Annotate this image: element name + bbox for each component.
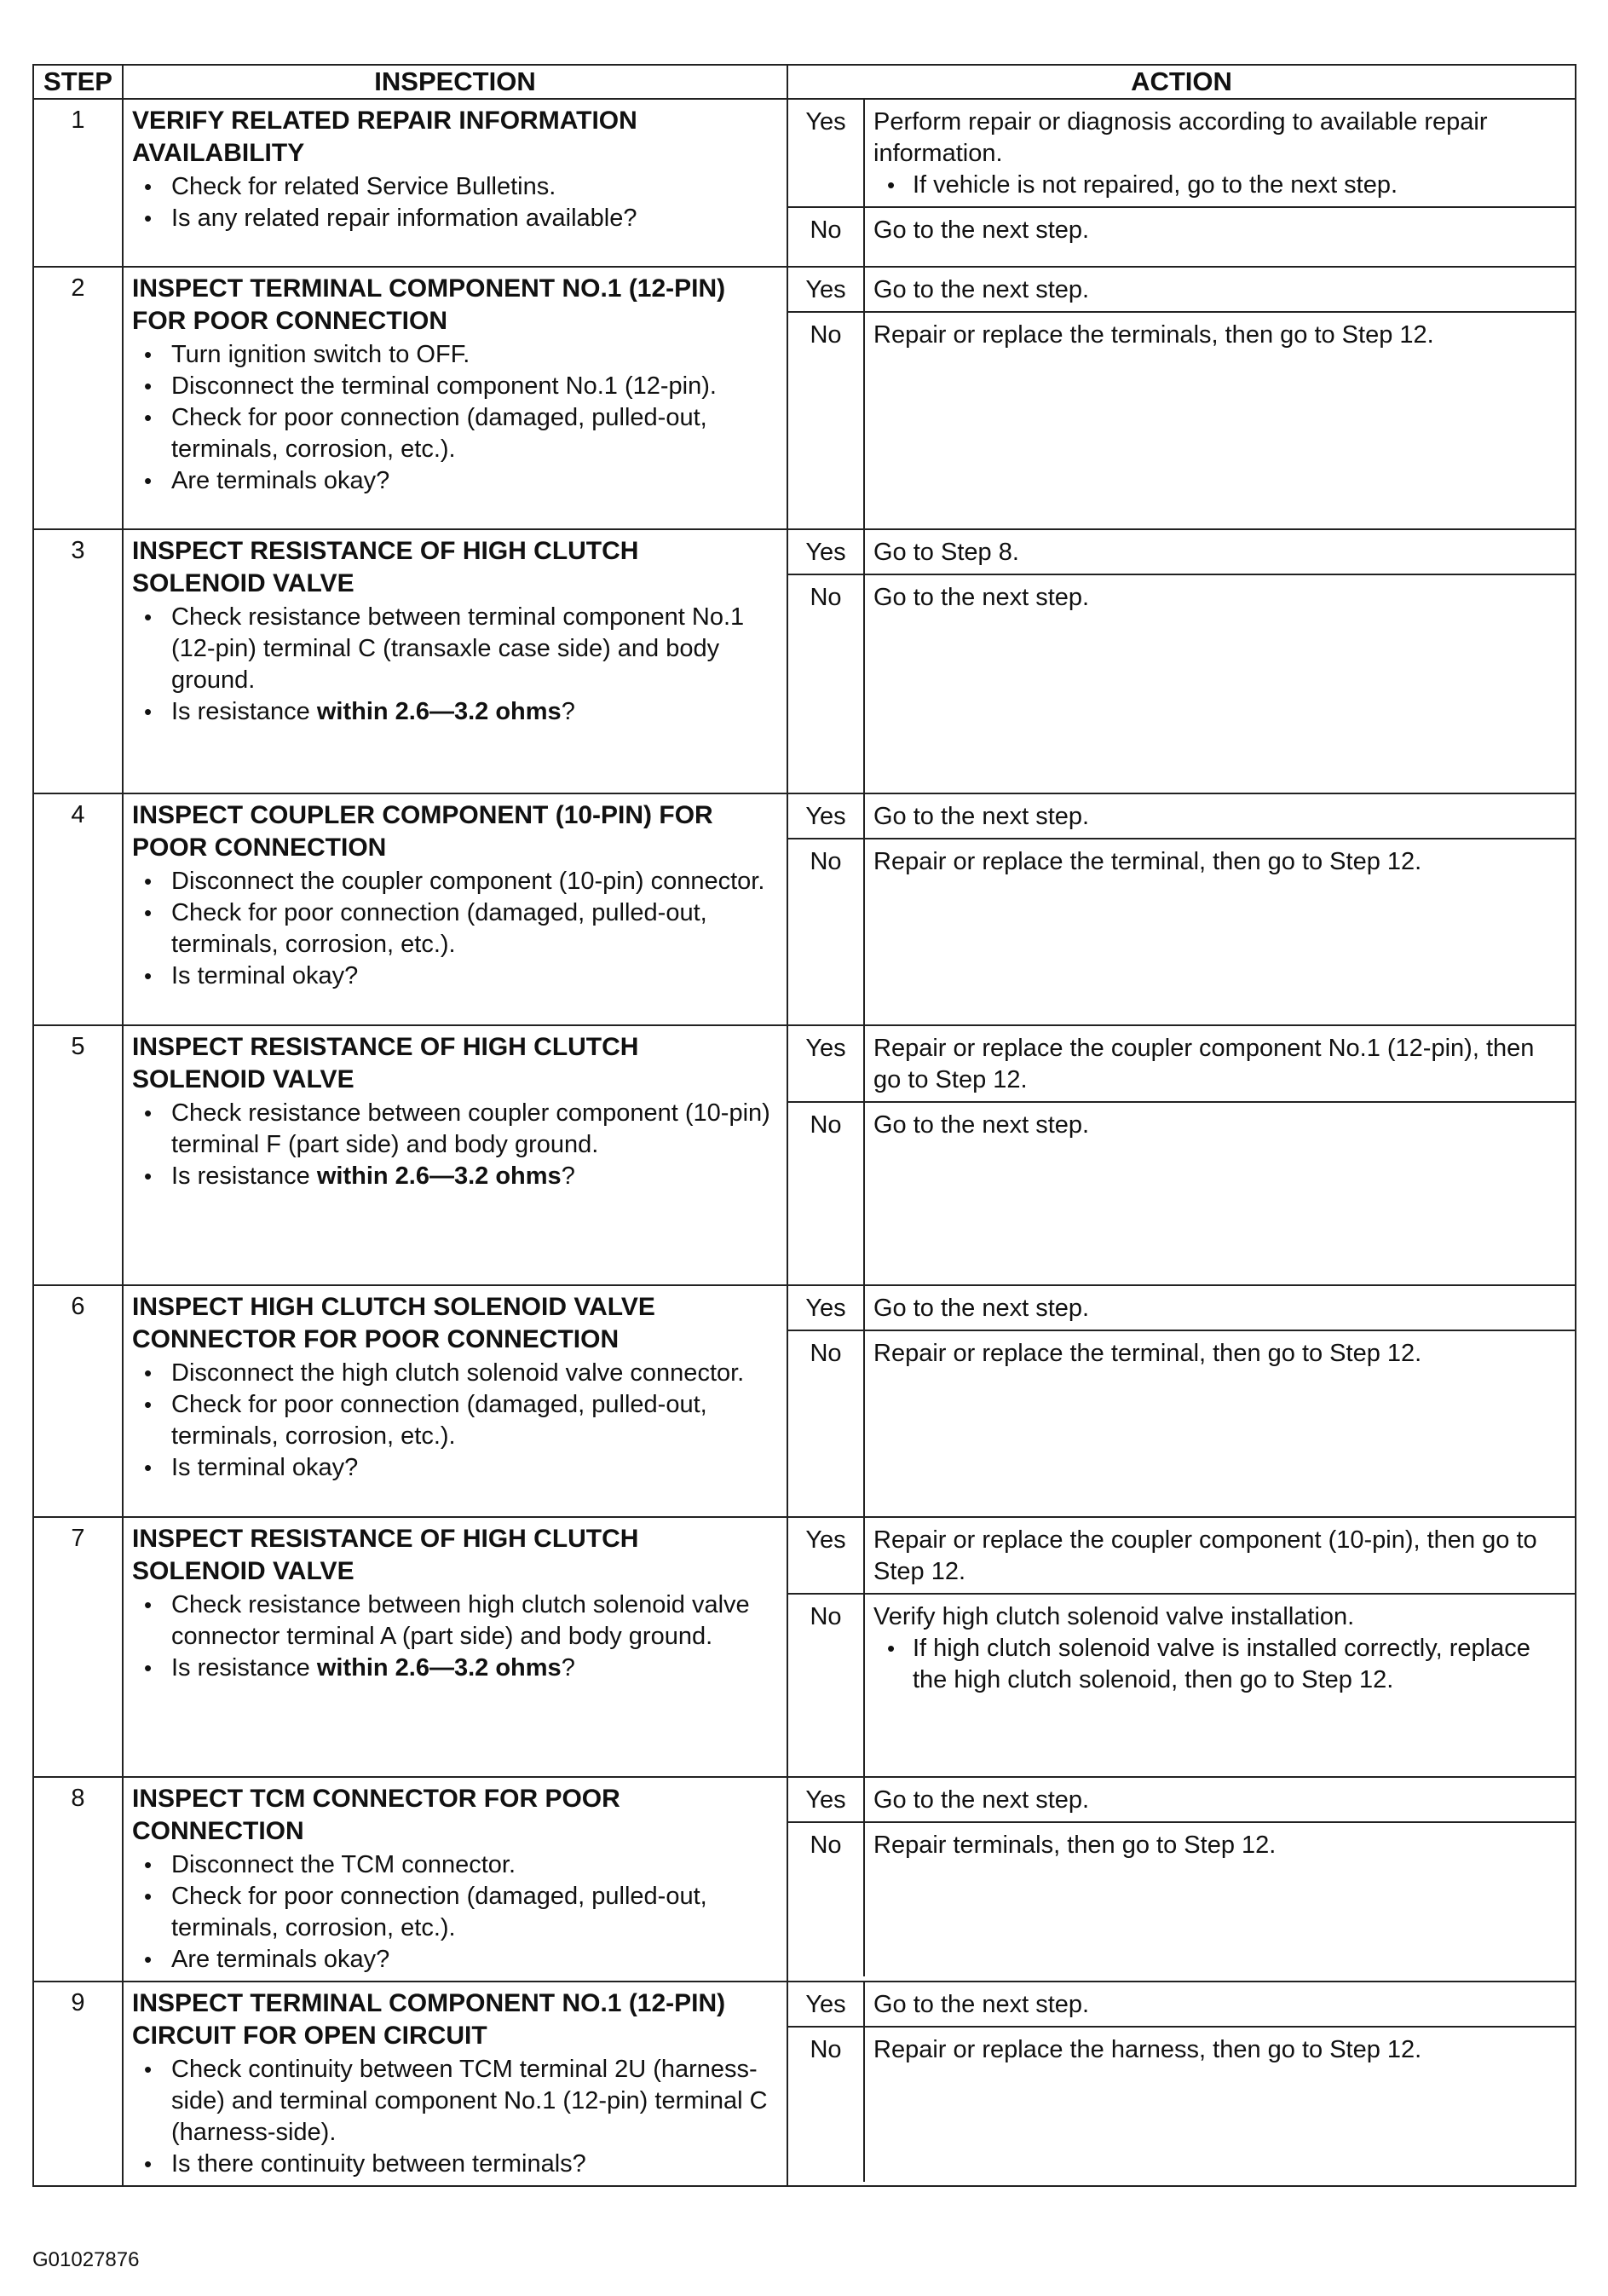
inspection-title: INSPECT TERMINAL COMPONENT NO.1 (12-PIN) FOR POOR CONNECTION xyxy=(132,274,726,335)
yes-response xyxy=(788,794,1575,839)
inspection-bullets xyxy=(132,171,778,234)
inspection-cell xyxy=(123,1982,787,2186)
yes-action xyxy=(865,100,1575,206)
no-label: No xyxy=(788,1103,865,1284)
inspection-title: INSPECT TCM CONNECTOR FOR POOR CONNECTION xyxy=(132,1785,620,1845)
action-cell xyxy=(787,1517,1576,1777)
resistance-question-suffix: ? xyxy=(561,1162,575,1190)
inspection-cell xyxy=(123,529,787,793)
yes-action xyxy=(865,1778,1575,1821)
action-cell xyxy=(787,99,1576,267)
yes-response xyxy=(788,530,1575,575)
inspection-bullet: • Disconnect the high clutch solenoid valve connector. xyxy=(132,1358,778,1389)
no-action xyxy=(865,2028,1575,2182)
inspection-bullets xyxy=(132,339,778,497)
no-action xyxy=(865,575,1575,793)
inspection-title: INSPECT TERMINAL COMPONENT NO.1 (12-PIN) CIRCUIT FOR OPEN CIRCUIT xyxy=(132,1989,726,2050)
action-cell xyxy=(787,1025,1576,1285)
resistance-question-prefix: Is resistance xyxy=(171,1654,317,1682)
no-action-text: Repair terminals, then go to Step 12. xyxy=(873,1832,1277,1859)
step-number: 8 xyxy=(33,1777,123,1982)
action-cell xyxy=(787,1285,1576,1517)
resistance-spec: within 2.6—3.2 ohms xyxy=(316,1162,562,1190)
no-label: No xyxy=(788,208,865,266)
no-response xyxy=(788,839,1575,1024)
step-number: 1 xyxy=(33,99,123,267)
inspection-bullet: • Check for poor connection (damaged, pulled-out, terminals, corrosion, etc.). xyxy=(132,402,778,465)
yes-action xyxy=(865,794,1575,838)
inspection-bullets xyxy=(132,1849,778,1976)
resistance-question-prefix: Is resistance xyxy=(171,1162,317,1190)
no-response xyxy=(788,1595,1575,1776)
yes-action xyxy=(865,1518,1575,1593)
inspection-title: INSPECT RESISTANCE OF HIGH CLUTCH SOLENOID VALVE xyxy=(132,537,639,597)
no-action-text: Go to the next step. xyxy=(873,216,1090,244)
no-label: No xyxy=(788,1331,865,1516)
inspection-title: INSPECT HIGH CLUTCH SOLENOID VALVE CONNECTOR FOR POOR CONNECTION xyxy=(132,1293,655,1353)
step-number: 7 xyxy=(33,1517,123,1777)
table-header-row xyxy=(33,65,1576,99)
no-label: No xyxy=(788,313,865,528)
inspection-bullet: • Check resistance between terminal component No.1 (12-pin) terminal C (transaxle case side) and body ground. xyxy=(132,602,778,696)
inspection-bullet-resistance xyxy=(132,696,778,728)
yes-response xyxy=(788,268,1575,313)
yes-action-text: Go to the next step. xyxy=(873,1786,1090,1814)
yes-response xyxy=(788,1518,1575,1595)
table-body xyxy=(33,99,1576,2186)
inspection-cell xyxy=(123,99,787,267)
no-response xyxy=(788,2028,1575,2182)
inspection-bullet: • Is any related repair information available? xyxy=(132,203,778,234)
inspection-bullet: • Is there continuity between terminals? xyxy=(132,2149,778,2180)
step-row xyxy=(33,1982,1576,2186)
step-number: 6 xyxy=(33,1285,123,1517)
no-action xyxy=(865,313,1575,528)
yes-action xyxy=(865,1286,1575,1330)
no-action xyxy=(865,1331,1575,1516)
no-action-text: Go to the next step. xyxy=(873,584,1090,611)
inspection-bullet: • Check resistance between coupler component (10-pin) terminal F (part side) and body ground. xyxy=(132,1098,778,1161)
yes-action-text: Repair or replace the coupler component No.1 (12-pin), then go to Step 12. xyxy=(873,1035,1535,1093)
step-row xyxy=(33,99,1576,267)
diagnostic-procedure-table xyxy=(32,64,1576,2187)
no-response xyxy=(788,313,1575,528)
yes-action-text: Go to Step 8. xyxy=(873,539,1019,566)
inspection-bullet-resistance xyxy=(132,1161,778,1192)
action-cell xyxy=(787,267,1576,529)
step-row xyxy=(33,529,1576,793)
step-row xyxy=(33,793,1576,1025)
inspection-bullet: • Disconnect the coupler component (10-pin) connector. xyxy=(132,866,778,897)
yes-action xyxy=(865,1982,1575,2026)
inspection-bullet: • Disconnect the terminal component No.1 (12-pin). xyxy=(132,371,778,402)
step-row xyxy=(33,1517,1576,1777)
action-cell xyxy=(787,529,1576,793)
yes-label: Yes xyxy=(788,1982,865,2026)
inspection-title: INSPECT RESISTANCE OF HIGH CLUTCH SOLENOID VALVE xyxy=(132,1525,639,1585)
inspection-cell xyxy=(123,1025,787,1285)
yes-label: Yes xyxy=(788,1778,865,1821)
yes-action-text: Go to the next step. xyxy=(873,1991,1090,2018)
yes-response xyxy=(788,1286,1575,1331)
step-row xyxy=(33,267,1576,529)
no-action-text: Repair or replace the terminal, then go to Step 12. xyxy=(873,848,1422,875)
inspection-cell xyxy=(123,1285,787,1517)
no-action xyxy=(865,1595,1575,1776)
action-cell xyxy=(787,1982,1576,2186)
step-number: 5 xyxy=(33,1025,123,1285)
header-step: STEP xyxy=(33,65,123,99)
inspection-bullets xyxy=(132,866,778,992)
inspection-title: INSPECT RESISTANCE OF HIGH CLUTCH SOLENOID VALVE xyxy=(132,1033,639,1093)
inspection-bullets xyxy=(132,2054,778,2180)
yes-response xyxy=(788,1778,1575,1823)
yes-action xyxy=(865,268,1575,311)
inspection-bullet: • Check for poor connection (damaged, pulled-out, terminals, corrosion, etc.). xyxy=(132,1881,778,1944)
no-action-text: Repair or replace the harness, then go to Step 12. xyxy=(873,2036,1422,2063)
no-action-text: Repair or replace the terminal, then go to Step 12. xyxy=(873,1340,1422,1367)
no-response xyxy=(788,575,1575,793)
inspection-bullets xyxy=(132,1098,778,1192)
figure-id: G01027876 xyxy=(32,2248,140,2271)
inspection-bullets xyxy=(132,1358,778,1484)
action-cell xyxy=(787,793,1576,1025)
diagnostic-procedure-table-container xyxy=(32,64,1575,2187)
inspection-title: VERIFY RELATED REPAIR INFORMATION AVAILABILITY xyxy=(132,107,637,167)
step-number: 2 xyxy=(33,267,123,529)
yes-label: Yes xyxy=(788,1026,865,1101)
inspection-bullet: • Is terminal okay? xyxy=(132,1452,778,1484)
inspection-bullet: • Turn ignition switch to OFF. xyxy=(132,339,778,371)
inspection-bullet: • Check for poor connection (damaged, pulled-out, terminals, corrosion, etc.). xyxy=(132,1389,778,1452)
inspection-bullets xyxy=(132,602,778,728)
inspection-cell xyxy=(123,1517,787,1777)
yes-action-text: Perform repair or diagnosis according to available repair information. xyxy=(873,108,1488,167)
yes-action xyxy=(865,530,1575,574)
inspection-bullet: • Is terminal okay? xyxy=(132,961,778,992)
no-label: No xyxy=(788,1823,865,1976)
inspection-bullet-resistance xyxy=(132,1653,778,1684)
resistance-spec: within 2.6—3.2 ohms xyxy=(316,698,562,725)
inspection-cell xyxy=(123,267,787,529)
yes-label: Yes xyxy=(788,100,865,206)
inspection-cell xyxy=(123,1777,787,1982)
no-action xyxy=(865,839,1575,1024)
inspection-bullet: • Are terminals okay? xyxy=(132,465,778,497)
yes-label: Yes xyxy=(788,1286,865,1330)
step-number: 4 xyxy=(33,793,123,1025)
header-action: ACTION xyxy=(787,65,1576,99)
yes-action-subbullet: • If vehicle is not repaired, go to the next step. xyxy=(873,170,1568,201)
no-label: No xyxy=(788,839,865,1024)
step-number: 3 xyxy=(33,529,123,793)
yes-label: Yes xyxy=(788,530,865,574)
inspection-bullet: • Check for related Service Bulletins. xyxy=(132,171,778,203)
inspection-bullet: • Disconnect the TCM connector. xyxy=(132,1849,778,1881)
action-cell xyxy=(787,1777,1576,1982)
no-action-text: Verify high clutch solenoid valve installation. xyxy=(873,1603,1355,1630)
yes-response xyxy=(788,1982,1575,2028)
no-response xyxy=(788,1823,1575,1976)
yes-action-text: Go to the next step. xyxy=(873,803,1090,830)
resistance-question-suffix: ? xyxy=(561,1654,575,1682)
step-row xyxy=(33,1777,1576,1982)
no-action xyxy=(865,208,1575,266)
yes-action-text: Go to the next step. xyxy=(873,1295,1090,1322)
resistance-question-suffix: ? xyxy=(561,698,575,725)
no-action-subbullet: • If high clutch solenoid valve is installed correctly, replace the high clutch solenoid, then go to Step 12. xyxy=(873,1633,1568,1696)
yes-label: Yes xyxy=(788,1518,865,1593)
inspection-bullets xyxy=(132,1589,778,1684)
step-number: 9 xyxy=(33,1982,123,2186)
no-label: No xyxy=(788,575,865,793)
no-action xyxy=(865,1823,1575,1976)
no-label: No xyxy=(788,1595,865,1776)
no-response xyxy=(788,208,1575,266)
yes-label: Yes xyxy=(788,268,865,311)
inspection-bullet: • Check continuity between TCM terminal 2U (harness-side) and terminal component No.1 (12-pin) terminal C (harness-side). xyxy=(132,2054,778,2149)
no-label: No xyxy=(788,2028,865,2182)
yes-action xyxy=(865,1026,1575,1101)
no-action-text: Go to the next step. xyxy=(873,1111,1090,1139)
inspection-cell xyxy=(123,793,787,1025)
yes-action-text: Repair or replace the coupler component (10-pin), then go to Step 12. xyxy=(873,1526,1537,1585)
resistance-spec: within 2.6—3.2 ohms xyxy=(316,1654,562,1682)
inspection-bullet: • Check for poor connection (damaged, pulled-out, terminals, corrosion, etc.). xyxy=(132,897,778,961)
no-action-text: Repair or replace the terminals, then go to Step 12. xyxy=(873,321,1434,349)
no-response xyxy=(788,1331,1575,1516)
inspection-title: INSPECT COUPLER COMPONENT (10-PIN) FOR POOR CONNECTION xyxy=(132,801,713,862)
yes-response xyxy=(788,100,1575,208)
step-row xyxy=(33,1025,1576,1285)
yes-response xyxy=(788,1026,1575,1103)
yes-label: Yes xyxy=(788,794,865,838)
resistance-question-prefix: Is resistance xyxy=(171,698,317,725)
inspection-bullet: • Are terminals okay? xyxy=(132,1944,778,1976)
inspection-bullet: • Check resistance between high clutch solenoid valve connector terminal A (part side) and body ground. xyxy=(132,1589,778,1653)
header-inspection: INSPECTION xyxy=(123,65,787,99)
no-response xyxy=(788,1103,1575,1284)
yes-action-text: Go to the next step. xyxy=(873,276,1090,303)
step-row xyxy=(33,1285,1576,1517)
no-action xyxy=(865,1103,1575,1284)
